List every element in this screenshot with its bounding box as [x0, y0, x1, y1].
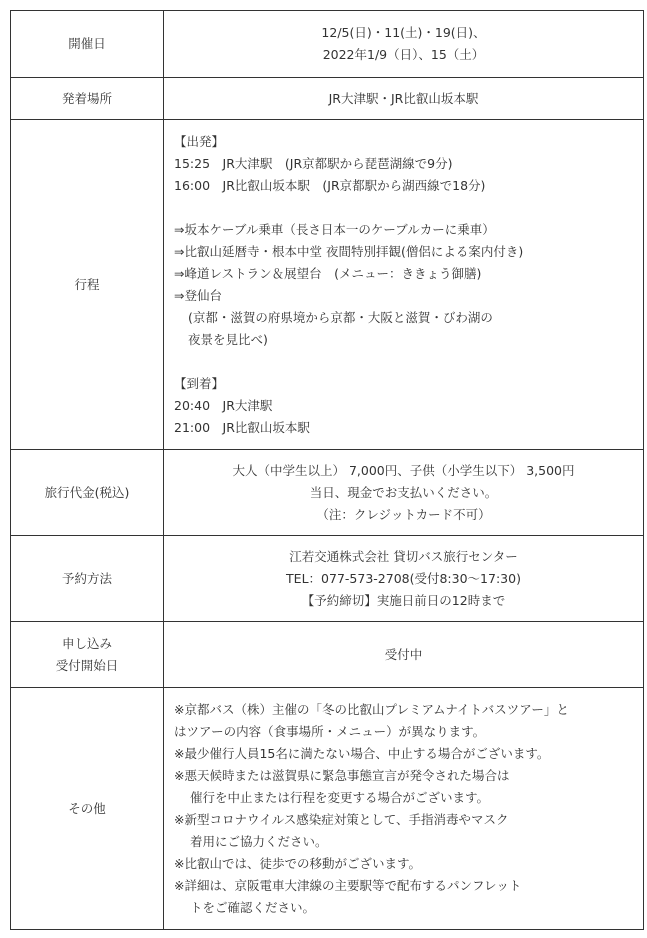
arrive-time-1: 20:40 JR大津駅 [174, 397, 273, 413]
label-other: その他 [11, 688, 164, 930]
note-6b: トをご確認ください。 [190, 899, 316, 915]
spacer [174, 351, 643, 373]
application-label-line-2: 受付開始日 [55, 657, 119, 673]
note-2: ※最少催行人員15名に満たない場合、中止する場合がございます。 [174, 745, 550, 761]
itinerary-step-4-note-2: 夜景を見比べ) [188, 331, 268, 347]
arrive-heading: 【到着】 [174, 375, 225, 391]
note-1b: はツアーの内容（食事場所・メニュー）が異なります。 [174, 723, 486, 739]
note-3a: ※悪天候時または滋賀県に緊急事態宣言が発令された場合は [174, 767, 510, 783]
row-station [11, 78, 644, 120]
tour-info-table [10, 10, 644, 930]
value-itinerary [164, 120, 644, 450]
note-4a: ※新型コロナウイルス感染症対策として、手指消毒やマスク [174, 811, 509, 827]
label-itinerary: 行程 [11, 120, 164, 450]
note-3b: 催行を中止または行程を変更する場合がございます。 [190, 789, 490, 805]
note-4b: 着用にご協力ください。 [190, 833, 328, 849]
arrive-time-2: 21:00 JR比叡山坂本駅 [174, 419, 310, 435]
application-label-line-1: 申し込み [61, 635, 112, 651]
value-date [164, 11, 644, 78]
tour-info-container [10, 10, 644, 930]
depart-time-1: 15:25 JR大津駅 (JR京都駅から琵琶湖線で9分) [174, 155, 453, 171]
itinerary-step-3: ⇒峰道レストラン＆展望台 (メニュー：ききょう御膳) [174, 265, 482, 281]
label-station: 発着場所 [11, 78, 164, 120]
date-line-2: 2022年1/9（日）、15（土） [322, 47, 485, 62]
depart-time-2: 16:00 JR比叡山坂本駅 (JR京都駅から湖西線で18分) [174, 177, 486, 193]
note-1a: ※京都バス（株）主催の「冬の比叡山プレミアムナイトバスツアー」と [174, 701, 569, 717]
itinerary-step-1: ⇒坂本ケーブル乗車（長さ日本一のケーブルカーに乗車） [174, 221, 495, 237]
value-application: 受付中 [164, 622, 644, 688]
value-station [164, 78, 644, 120]
label-price: 旅行代金(税込) [11, 450, 164, 536]
booking-line-3: 【予約締切】実施日前日の12時まで [301, 592, 506, 608]
value-price [164, 450, 644, 536]
label-application [11, 622, 164, 688]
booking-line-1: 江若交通株式会社 貸切バス旅行センター [289, 548, 518, 564]
note-5: ※比叡山では、徒歩での移動がございます。 [174, 855, 421, 871]
row-booking [11, 536, 644, 622]
price-line-2: 当日、現金でお支払いください。 [309, 484, 498, 500]
price-line-1: 大人（中学生以上） 7,000円、子供（小学生以下） 3,500円 [232, 462, 575, 478]
station-line-1: JR大津駅・JR比叡山坂本駅 [328, 90, 479, 106]
row-date [11, 11, 644, 78]
note-6a: ※詳細は、京阪電車大津線の主要駅等で配布するパンフレット [174, 877, 522, 893]
itinerary-step-2: ⇒比叡山延暦寺・根本中堂 夜間特別拝観(僧侶による案内付き) [174, 243, 524, 259]
itinerary-step-4-note-1: (京都・滋賀の府県境から京都・大阪と滋賀・びわ湖の [188, 309, 493, 325]
depart-heading: 【出発】 [174, 133, 225, 149]
date-line-1: 12/5(日)・11(土)・19(日)、 [321, 25, 486, 40]
label-booking: 予約方法 [11, 536, 164, 622]
price-line-3: （注：クレジットカード不可） [316, 506, 491, 522]
row-other [11, 688, 644, 930]
row-application [11, 622, 644, 688]
label-date: 開催日 [11, 11, 164, 78]
row-itinerary [11, 120, 644, 450]
booking-line-2: TEL：077-573-2708(受付8:30～17:30) [286, 570, 521, 586]
value-other [164, 688, 644, 930]
value-booking [164, 536, 644, 622]
row-price [11, 450, 644, 536]
spacer [174, 197, 643, 219]
itinerary-step-4: ⇒登仙台 [174, 287, 222, 303]
